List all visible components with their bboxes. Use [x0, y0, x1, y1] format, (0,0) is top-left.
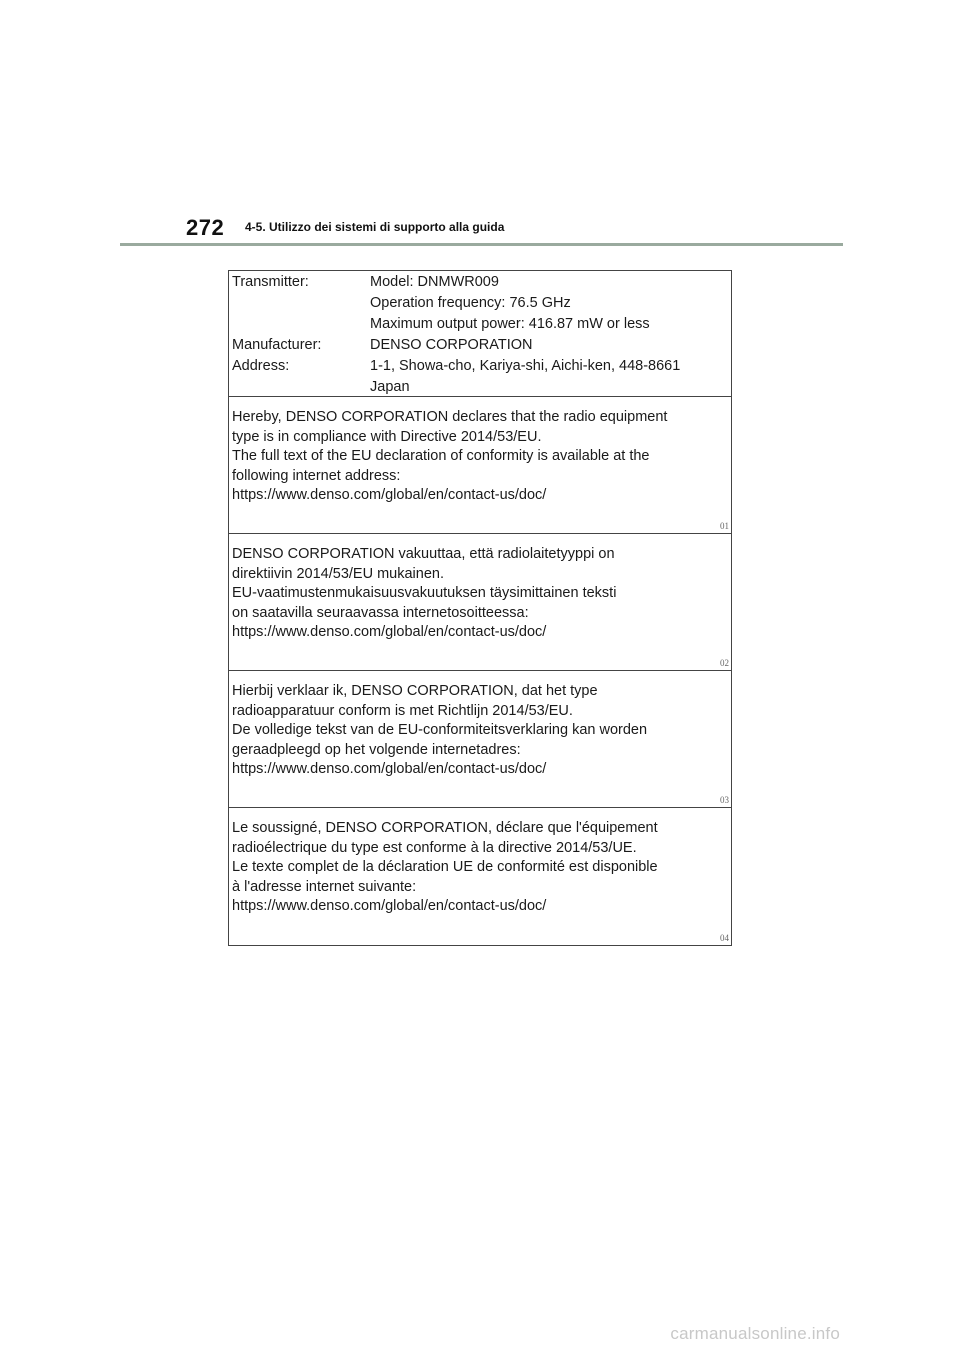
info-value: Operation frequency: 76.5 GHz — [370, 295, 571, 311]
declaration-url: https://www.denso.com/global/en/contact-us/doc/ — [232, 487, 547, 503]
info-row — [232, 377, 731, 398]
declaration-box — [228, 270, 732, 946]
section-title: 4-5. Utilizzo dei sistemi di supporto alla guida — [245, 220, 505, 234]
declaration-line: radioapparatuur conform is met Richtlijn 2014/53/EU. — [232, 702, 573, 719]
info-label — [232, 377, 370, 398]
declaration-url: https://www.denso.com/global/en/contact-us/doc/ — [232, 624, 547, 640]
info-row — [232, 272, 731, 293]
block-code: 02 — [720, 658, 729, 668]
declaration-line: following internet address: — [232, 467, 401, 484]
declaration-line: direktiivin 2014/53/EU mukainen. — [232, 565, 444, 582]
declaration-finnish — [229, 534, 731, 671]
info-value: Japan — [370, 379, 410, 395]
info-row — [232, 293, 731, 314]
declaration-french — [229, 808, 731, 945]
declaration-line: on saatavilla seuraavassa internetosoitteessa: — [232, 604, 529, 621]
info-row — [232, 314, 731, 335]
watermark: carmanualsonline.info — [670, 1324, 840, 1343]
declaration-line: type is in compliance with Directive 2014/53/EU. — [232, 428, 542, 445]
info-value: DENSO CORPORATION — [370, 337, 533, 353]
declaration-line: De volledige tekst van de EU-conformiteitsverklaring kan worden — [232, 722, 648, 738]
info-label: Address: — [232, 358, 290, 374]
declaration-line: à l'adresse internet suivante: — [232, 878, 417, 895]
declaration-line: Le texte complet de la déclaration UE de conformité est disponible — [232, 859, 658, 875]
declaration-url: https://www.denso.com/global/en/contact-us/doc/ — [232, 761, 547, 777]
declaration-line: DENSO CORPORATION vakuuttaa, että radiolaitetyyppi on — [232, 546, 615, 562]
info-row — [232, 356, 731, 377]
declaration-url: https://www.denso.com/global/en/contact-us/doc/ — [232, 898, 547, 914]
declaration-line: geraadpleegd op het volgende internetadres: — [232, 741, 521, 758]
block-code: 01 — [720, 521, 729, 531]
declaration-line: Le soussigné, DENSO CORPORATION, déclare que l'équipement — [232, 820, 658, 836]
declaration-line: Hereby, DENSO CORPORATION declares that the radio equipment — [232, 409, 668, 425]
declaration-dutch — [229, 671, 731, 808]
declaration-line: The full text of the EU declaration of conformity is available at the — [232, 448, 650, 464]
declaration-english — [229, 397, 731, 534]
block-code: 04 — [720, 933, 729, 943]
info-label — [232, 293, 370, 314]
declaration-line: Hierbij verklaar ik, DENSO CORPORATION, dat het type — [232, 683, 598, 699]
info-value: Maximum output power: 416.87 mW or less — [370, 316, 650, 332]
info-value: Model: DNMWR009 — [370, 274, 499, 290]
page-number: 272 — [186, 215, 225, 240]
block-code: 03 — [720, 795, 729, 805]
info-label: Manufacturer: — [232, 337, 322, 353]
info-value: 1-1, Showa-cho, Kariya-shi, Aichi-ken, 448-8661 — [370, 358, 681, 374]
declaration-line: radioélectrique du type est conforme à la directive 2014/53/UE. — [232, 839, 637, 856]
header-divider — [120, 243, 843, 246]
info-label — [232, 314, 370, 335]
info-row — [232, 335, 731, 356]
declaration-line: EU-vaatimustenmukaisuusvakuutuksen täysimittainen teksti — [232, 585, 617, 601]
info-label: Transmitter: — [232, 274, 309, 290]
transmitter-info-block — [229, 271, 731, 397]
